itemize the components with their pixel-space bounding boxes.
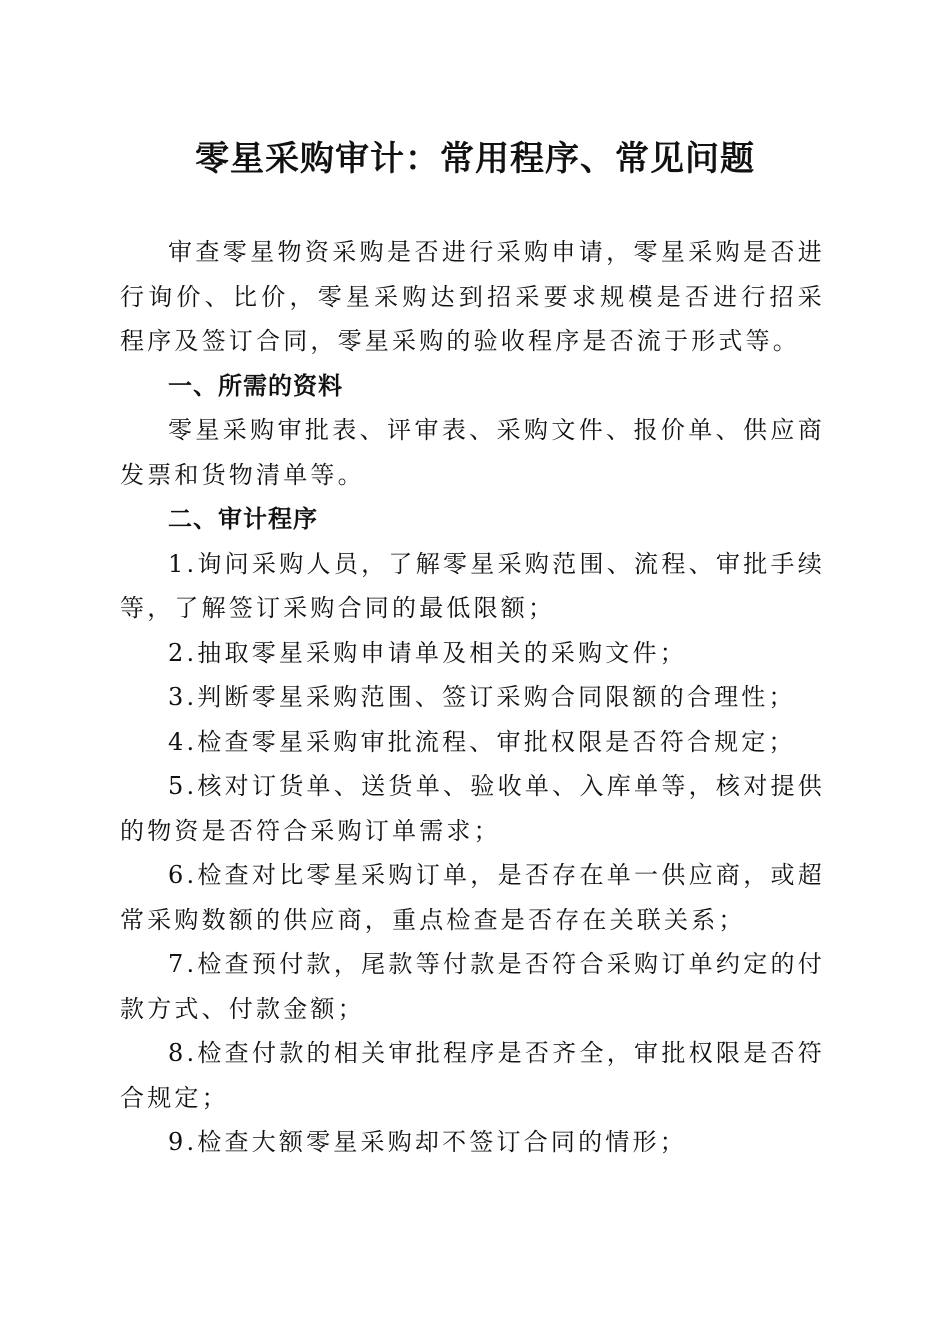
procedure-item-9: 9.检查大额零星采购却不签订合同的情形； (168, 1128, 687, 1156)
materials-paragraph: 零星采购审批表、评审表、采购文件、报价单、供应商发票和货物清单等。 (120, 416, 825, 489)
procedure-item-8: 8.检查付款的相关审批程序是否齐全，审批权限是否符合规定； (120, 1039, 825, 1112)
document-body (120, 230, 825, 1165)
procedure-item-1: 1.询问采购人员，了解零星采购范围、流程、审批手续等，了解签订采购合同的最低限额； (120, 549, 825, 622)
document-title: 零星采购审计：常用程序、常见问题 (195, 139, 755, 179)
procedure-item-3: 3.判断零星采购范围、签订采购合同限额的合理性； (168, 683, 796, 711)
procedure-item-2: 2.抽取零星采购申请单及相关的采购文件； (168, 638, 687, 667)
procedure-item-5: 5.核对订货单、送货单、验收单、入库单等，核对提供的物资是否符合采购订单需求； (120, 772, 825, 845)
section-heading-procedures: 二、审计程序 (168, 505, 318, 533)
procedure-item-4: 4.检查零星采购审批流程、审批权限是否符合规定； (168, 727, 796, 756)
procedure-item-6: 6.检查对比零星采购订单，是否存在单一供应商，或超常采购数额的供应商，重点检查是否存在关联关系； (120, 861, 825, 934)
procedure-item-7: 7.检查预付款，尾款等付款是否符合采购订单约定的付款方式、付款金额； (120, 950, 825, 1023)
intro-paragraph: 审查零星物资采购是否进行采购申请，零星采购是否进行询价、比价，零星采购达到招采要求规模是否进行招采程序及签订合同，零星采购的验收程序是否流于形式等。 (120, 238, 825, 355)
section-heading-materials: 一、所需的资料 (168, 371, 343, 400)
